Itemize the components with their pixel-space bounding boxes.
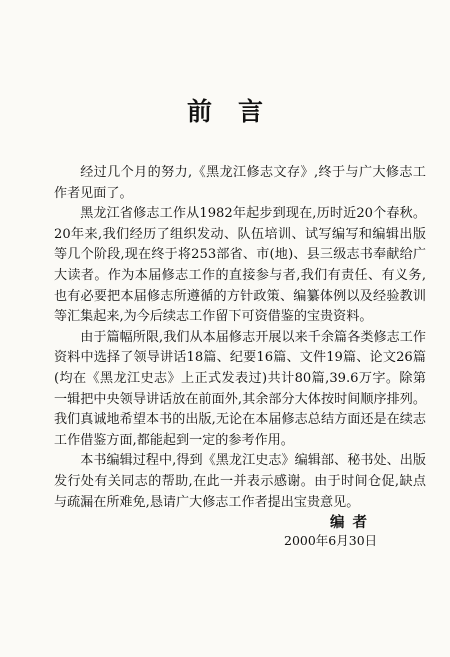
author-signature: 编者 xyxy=(330,514,375,531)
page-title: 前言 xyxy=(186,97,289,126)
paragraph-2: 黑龙江省修志工作从1982年起步到现在,历时近20个春秋。20年来,我们经历了组织发动、队伍培训、试写编写和编辑出版等几个阶段,现在终于将253部省、市(地)、县三级志书奉献给广大读者。作为本届修志工作的直接参与者,我们有责任、有义务,也有必要把本届修志所遵循的方针政策、编纂体例以及经验教训等汇集起来,为今后续志工作留下可资借鉴的宝贵资料。 xyxy=(54,206,426,325)
paragraph-4: 本书编辑过程中,得到《黑龙江史志》编辑部、秘书处、出版发行处有关同志的帮助,在此一并表示感谢。由于时间仓促,缺点与疏漏在所难免,恳请广大修志工作者提出宝贵意见。 xyxy=(54,453,426,510)
preface-body xyxy=(54,163,426,513)
signature-date: 2000年6月30日 xyxy=(284,533,378,548)
paragraph-3: 由于篇幅所限,我们从本届修志开展以来千余篇各类修志工作资料中选择了领导讲话18篇、纪要16篇、文件19篇、论文26篇(均在《黑龙江史志》上正式发表过)共计80篇,39.6万字。除第一辑把中央领导讲话放在前面外,其余部分大体按时间顺序排列。我们真诚地希望本书的出版,无论在本届修志总结方面还是在续志工作借鉴方面,都能起到一定的参考作用。 xyxy=(54,329,426,448)
paragraph-1: 经过几个月的努力,《黑龙江修志文存》,终于与广大修志工作者见面了。 xyxy=(54,165,426,201)
